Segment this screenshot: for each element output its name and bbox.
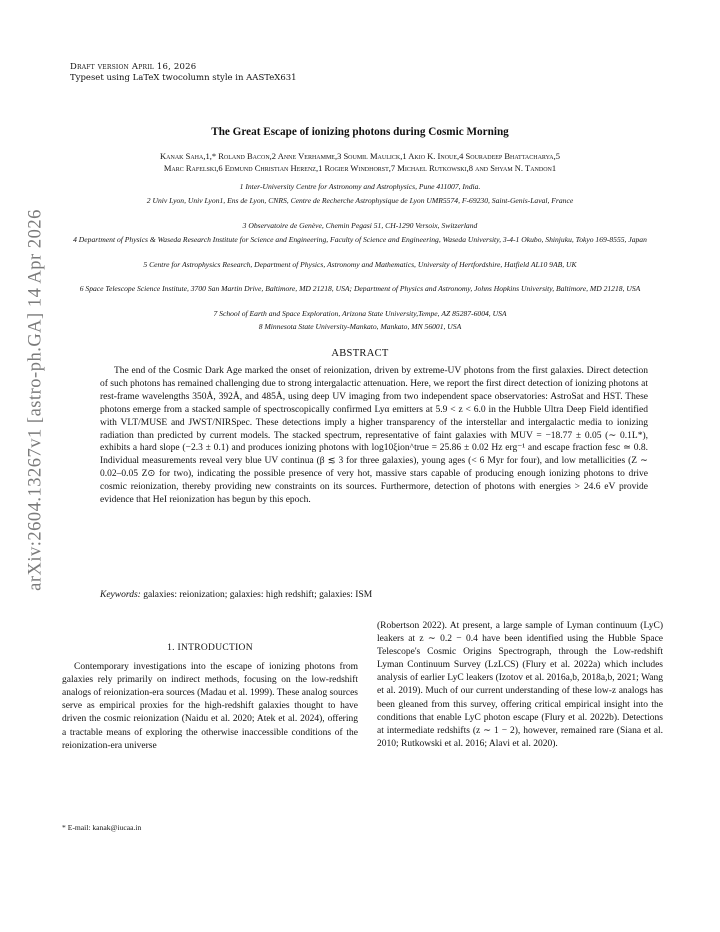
footnote-email: * E-mail: kanak@iucaa.in <box>62 823 142 832</box>
keywords <box>100 590 648 600</box>
keywords-text: galaxies: reionization; galaxies: high redshift; galaxies: ISM <box>143 590 373 600</box>
intro-column-2 <box>377 620 663 751</box>
affiliation-2: 2 Univ Lyon, Univ Lyon1, Ens de Lyon, CNRS, Centre de Recherche Astrophysique de Lyon UMR5574, F-69230, Saint-Genis-Laval, France <box>146 196 574 205</box>
paper-title: The Great Escape of ionizing photons during Cosmic Morning <box>211 126 509 138</box>
affiliation-4: 4 Department of Physics & Waseda Research Institute for Science and Engineering, Faculty of Science and Engineering, Waseda University, 3-4-1 Okubo, Shinjuku, Tokyo 169-8555, Japan <box>73 235 647 244</box>
affiliation-5: 5 Centre for Astrophysics Research, Department of Physics, Astronomy and Mathematics, University of Hertfordshire, Hatfield AL10 9AB, UK <box>143 260 577 269</box>
author-line-2: Marc Rafelski,6 Edmund Christian Herenz,1 Rogier Windhorst,7 Michael Rutkowski,8 and Shyam N. Tandon1 <box>163 163 557 173</box>
affiliation-1: 1 Inter-University Centre for Astronomy and Astrophysics, Pune 411007, India. <box>239 182 481 191</box>
intro-column-1 <box>62 642 358 753</box>
affiliation-6: 6 Space Telescope Science Institute, 3700 San Martin Drive, Baltimore, MD 21218, USA; Department of Physics and Astronomy, Johns Hopkins University, Baltimore, MD 21218, USA <box>79 284 641 293</box>
draft-version-line: Draft version April 16, 2026 <box>70 62 197 72</box>
affiliation-8: 8 Minnesota State University-Mankato, Mankato, MN 56001, USA <box>258 322 462 331</box>
intro-paragraph-1: Contemporary investigations into the escape of ionizing photons from galaxies rely primarily on indirect methods, focusing on the low-redshift analogs of reionization-era sources (Madau et al. 1999). These analog sources serve as empirical proxies for the high-redshift galaxies thought to have driven the cosmic reionization (Naidu et al. 2020; Atek et al. 2024), offering a tractable means of exploring the otherwise inaccessible conditions of the reionization-era universe <box>62 662 358 751</box>
abstract-heading: ABSTRACT <box>331 348 389 359</box>
abstract-text: The end of the Cosmic Dark Age marked the onset of reionization, driven by extreme-UV photons from the first galaxies. Direct detection of such photons has remained challenging due to strong intergalactic attenuation. Here, we report the first direct detection of ionizing photons at rest-frame wavelengths 350Å, 392Å, and 485Å, using deep UV imaging from two independent space observatories: AstroSat and HST. These photons emerge from a stacked sample of spectroscopically confirmed Lyα emitters at 5.9 < z < 6.0 in the Hubble Ultra Deep Field identified with VLT/MUSE and JWST/NIRSpec. These detections imply a higher transparency of the interstellar and intergalactic media to ionizing radiation than predicted by current models. The stacked spectrum, representative of faint galaxies with MUV = −18.77 ± 0.05 (∼ 0.1L*), exhibits a hard slope (−2.3 ± 0.1) and produces ionizing photons with log10ξion^true = 25.86 ± 0.02 Hz erg⁻¹ and escape fraction fesc ≃ 0.8. Individual measurements reveal very blue UV continua (β ≲ 3 for three galaxies), young ages (< 6 Myr for four), and low metallicities (Z ∼ 0.02–0.05 Z⊙ for two), indicating the possible presence of very hot, massive stars capable of producing enough ionizing photons to drive cosmic reionization, thereby providing new constraints on its sources. Furthermore, detection of photons with energies > 24.6 eV provide evidence that HeI reionization has begun by this epoch. <box>100 366 648 506</box>
author-line-1: Kanak Saha,1,* Roland Bacon,2 Anne Verhamme,3 Soumil Maulick,1 Akio K. Inoue,4 Souradeep Bhattacharya,5 <box>160 151 560 161</box>
author-list <box>56 150 664 174</box>
affiliation-7: 7 School of Earth and Space Exploration, Arizona State University,Tempe, AZ 85287-6004, USA <box>213 309 507 318</box>
typeset-line: Typeset using LaTeX twocolumn style in AASTeX631 <box>70 73 297 83</box>
keywords-label: Keywords: <box>100 590 141 600</box>
arxiv-stamp-text: arXiv:2604.13267v1 [astro-ph.GA] 14 Apr 2026 <box>25 209 46 591</box>
intro-paragraph-2: (Robertson 2022). At present, a large sample of Lyman continuum (LyC) leakers at z ∼ 0.2 − 0.4 have been identified using the Hubble Space Telescope's Cosmic Origins Spectrograph, through the Low-redshift Lyman Continuum Survey (LzLCS) (Flury et al. 2022a) which includes analysis of earlier LyC leakers (Izotov et al. 2016a,b, 2018a,b, 2021; Wang et al. 2019). Much of our current understanding of these low-z analogs has been gleaned from this survey, offering critical empirical insight into the conditions that enable LyC photon escape (Flury et al. 2022b). Detections at intermediate redshifts (z ∼ 1 − 2), however, remained rare (Siana et al. 2010; Rutkowski et al. 2016; Alavi et al. 2020). <box>377 621 663 749</box>
abstract-body <box>100 365 648 507</box>
arxiv-stamp[interactable] <box>16 160 56 640</box>
intro-heading: 1. INTRODUCTION <box>167 643 253 653</box>
affiliation-3: 3 Observatoire de Genève, Chemin Pegasi 51, CH-1290 Versoix, Switzerland <box>242 221 478 230</box>
